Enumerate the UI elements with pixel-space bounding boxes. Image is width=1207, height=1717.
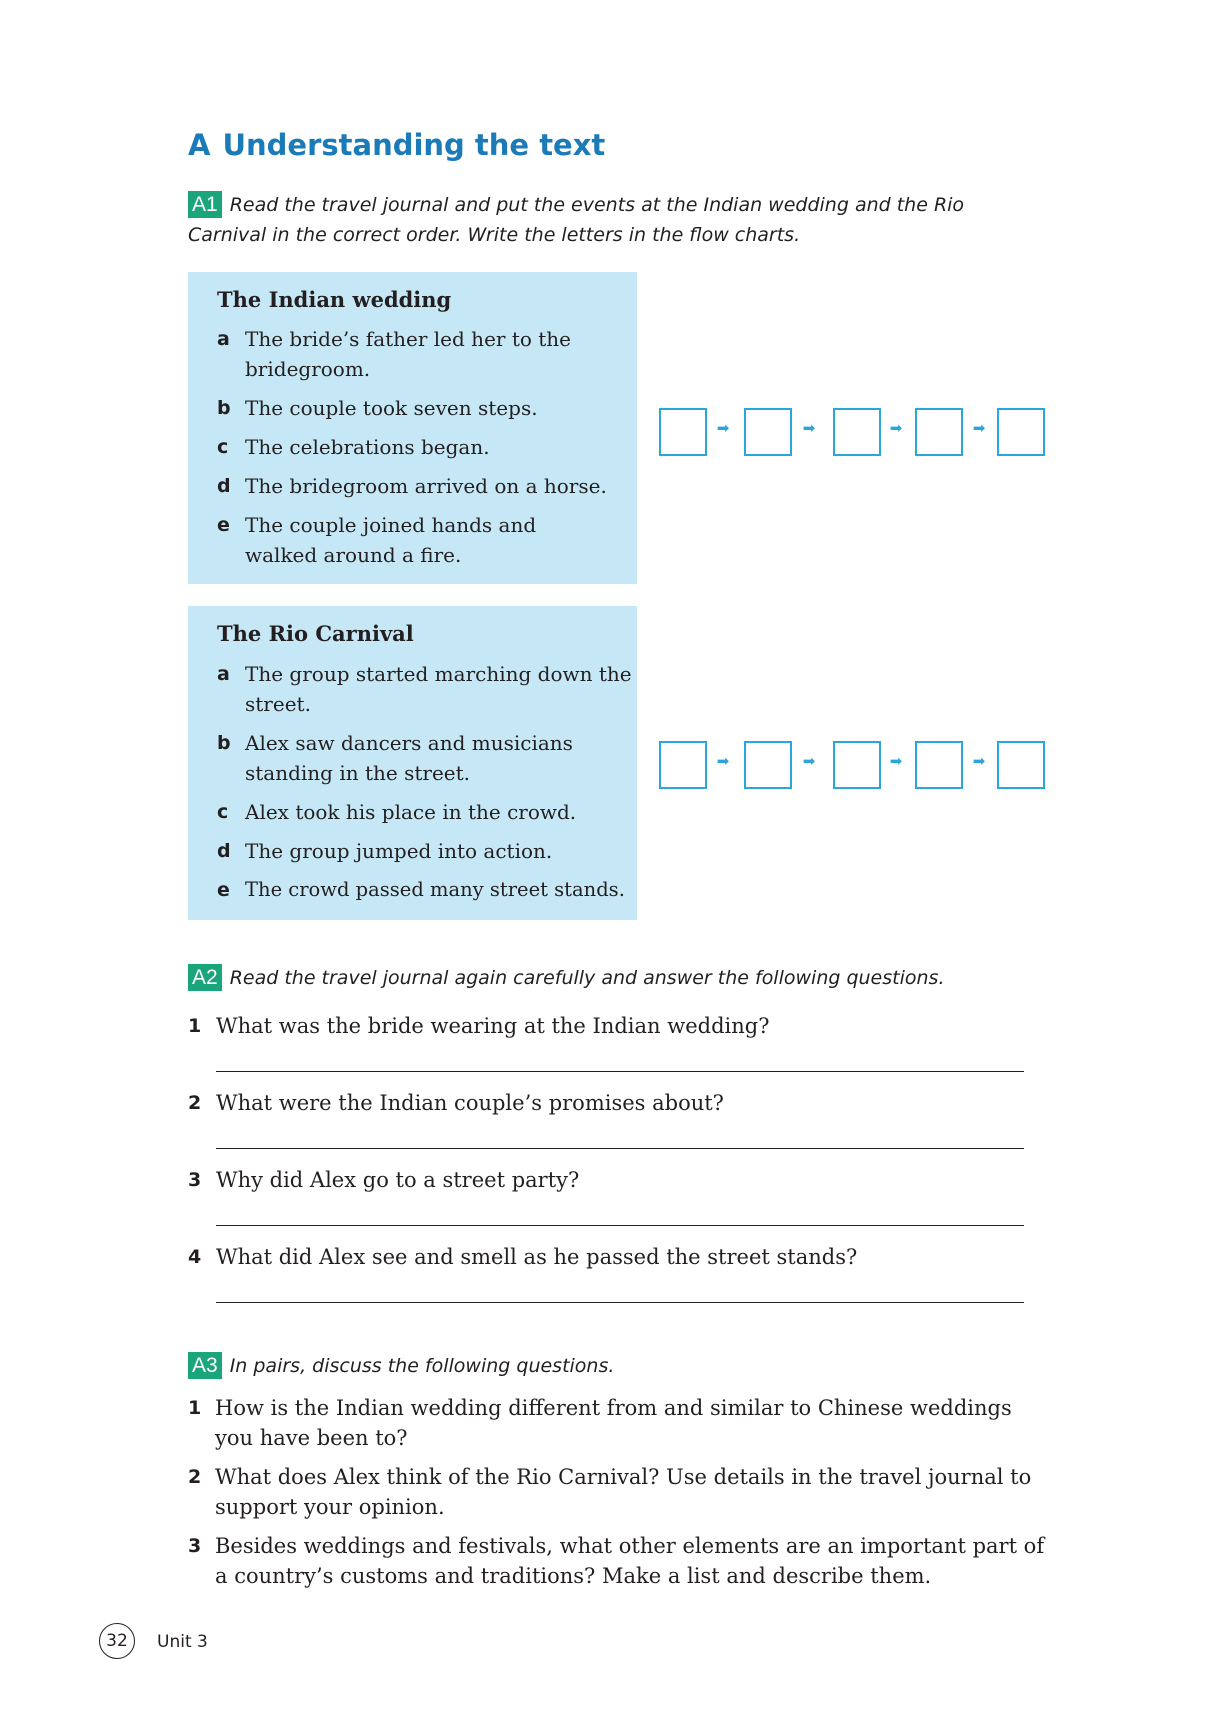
- a3-question-1: 1 How is the Indian wedding different from and similar to Chinese weddings you have been to?: [188, 1396, 1012, 1450]
- indian-wedding-item-d: d The bridegroom arrived on a horse.: [217, 474, 607, 498]
- answer-line[interactable]: [216, 1225, 1024, 1226]
- indian-wedding-item-c: c The celebrations began.: [217, 435, 490, 459]
- flow-answer-box[interactable]: [744, 741, 792, 789]
- arrow-right-icon: ➡: [716, 419, 730, 437]
- rio-carnival-title: The Rio Carnival: [217, 621, 414, 646]
- a3-question-2: 2 What does Alex think of the Rio Carnival? Use details in the travel journal to support your opinion.: [188, 1465, 1032, 1519]
- answer-line[interactable]: [216, 1071, 1024, 1072]
- section-letter: A: [188, 128, 211, 162]
- arrow-right-icon: ➡: [889, 419, 903, 437]
- indian-wedding-panel: [188, 272, 637, 584]
- flow-answer-box[interactable]: [915, 408, 963, 456]
- a1-instruction-text: Read the travel journal and put the events at the Indian wedding and the Rio Carnival in the correct order. Write the letters in the flow charts.: [188, 194, 965, 246]
- indian-wedding-item-e: e The couple joined hands and walked around a fire.: [217, 513, 537, 567]
- unit-label: Unit 3: [157, 1632, 208, 1652]
- answer-line[interactable]: [216, 1148, 1024, 1149]
- a2-instruction-text: Read the travel journal again carefully and answer the following questions.: [229, 967, 945, 989]
- rio-carnival-item-c: c Alex took his place in the crowd.: [217, 800, 577, 824]
- flow-answer-box[interactable]: [659, 741, 707, 789]
- rio-carnival-item-e: e The crowd passed many street stands.: [217, 878, 625, 901]
- a2-question-4: 4 What did Alex see and smell as he passed the street stands?: [188, 1245, 858, 1269]
- arrow-right-icon: ➡: [802, 752, 816, 770]
- indian-wedding-item-a: a The bride’s father led her to the bridegroom.: [217, 327, 572, 381]
- a3-instruction-text: In pairs, discuss the following questions.: [229, 1355, 615, 1377]
- a2-question-3: 3 Why did Alex go to a street party?: [188, 1168, 580, 1192]
- rio-carnival-panel: [188, 606, 637, 920]
- arrow-right-icon: ➡: [889, 752, 903, 770]
- a3-question-3: 3 Besides weddings and festivals, what other elements are an important part of a country’s customs and traditions? Make a list and describe them.: [188, 1534, 1045, 1588]
- indian-wedding-flow-chart: [659, 408, 1043, 456]
- a2-instruction: [188, 963, 1068, 993]
- a2-question-1: 1 What was the bride wearing at the Indian wedding?: [188, 1014, 770, 1038]
- a1-tag: A1: [188, 191, 222, 218]
- indian-wedding-title: The Indian wedding: [217, 287, 452, 312]
- section-title-text: Understanding the text: [222, 128, 606, 162]
- a1-instruction: [188, 190, 1048, 250]
- rio-carnival-item-a: a The group started marching down the street.: [217, 662, 632, 716]
- flow-answer-box[interactable]: [659, 408, 707, 456]
- flow-answer-box[interactable]: [915, 741, 963, 789]
- flow-answer-box[interactable]: [833, 741, 881, 789]
- flow-answer-box[interactable]: [744, 408, 792, 456]
- flow-answer-box[interactable]: [997, 408, 1045, 456]
- page-number: 32: [99, 1623, 135, 1659]
- arrow-right-icon: ➡: [716, 752, 730, 770]
- flow-answer-box[interactable]: [833, 408, 881, 456]
- rio-carnival-flow-chart: [659, 741, 1043, 789]
- flow-answer-box[interactable]: [997, 741, 1045, 789]
- a2-question-2: 2 What were the Indian couple’s promises about?: [188, 1091, 724, 1115]
- a2-tag: A2: [188, 964, 222, 991]
- section-title: [188, 128, 605, 162]
- a3-tag: A3: [188, 1352, 222, 1379]
- indian-wedding-item-b: b The couple took seven steps.: [217, 396, 538, 420]
- arrow-right-icon: ➡: [802, 419, 816, 437]
- arrow-right-icon: ➡: [972, 752, 986, 770]
- rio-carnival-item-b: b Alex saw dancers and musicians standing in the street.: [217, 731, 573, 785]
- arrow-right-icon: ➡: [972, 419, 986, 437]
- a3-instruction: [188, 1351, 1048, 1381]
- rio-carnival-item-d: d The group jumped into action.: [217, 839, 553, 863]
- answer-line[interactable]: [216, 1302, 1024, 1303]
